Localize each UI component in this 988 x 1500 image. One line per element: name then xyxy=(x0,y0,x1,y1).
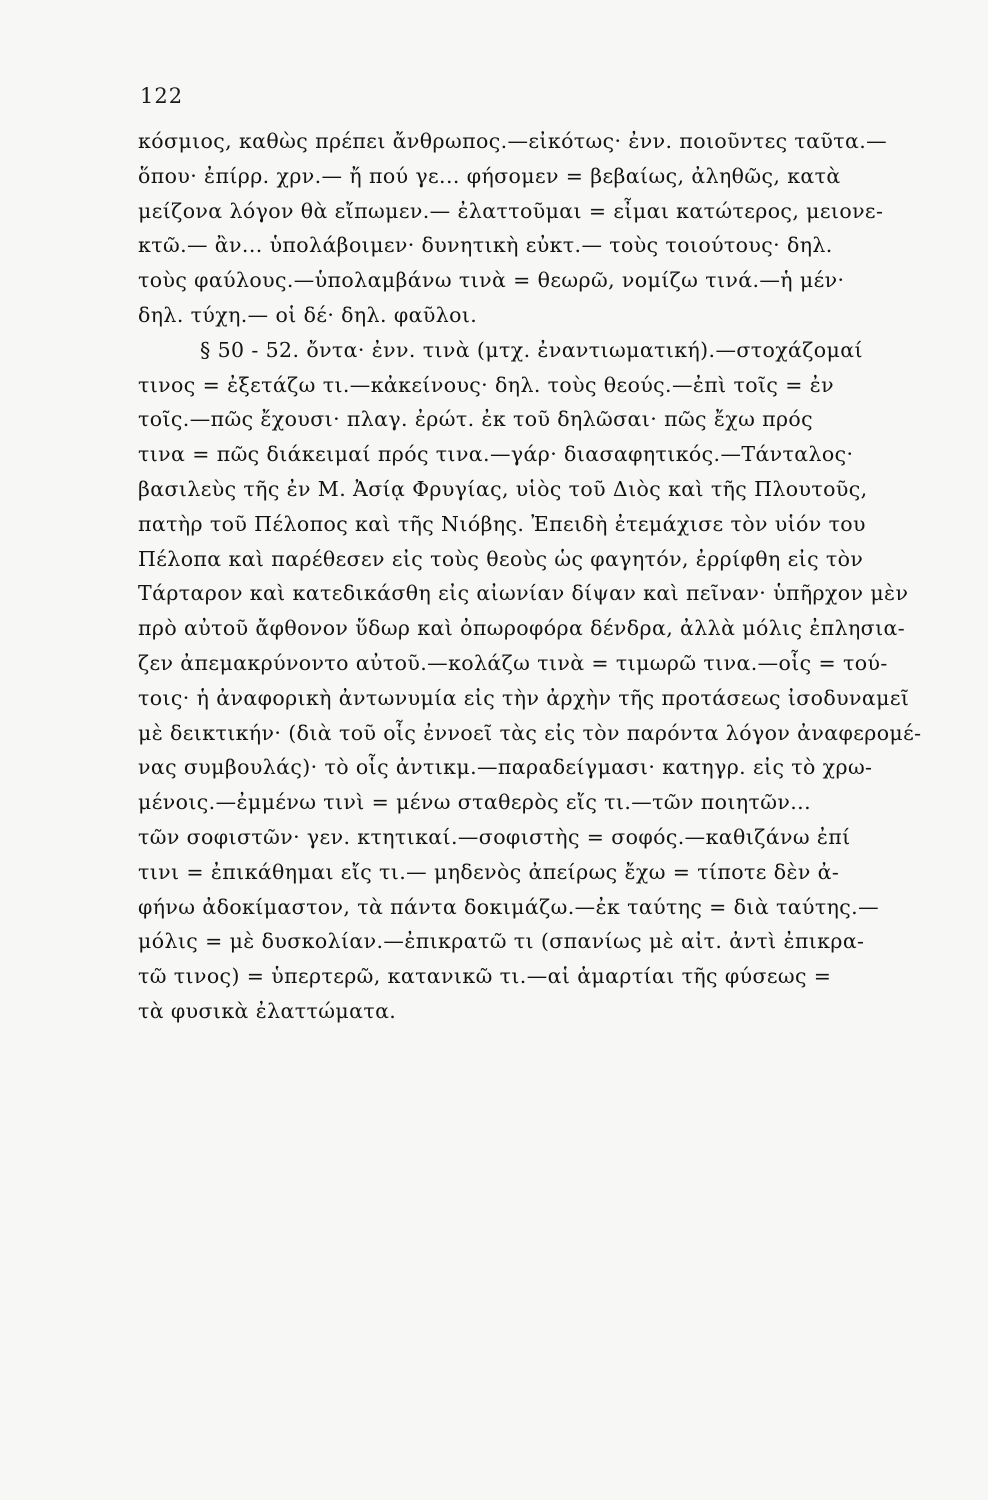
text-line: δηλ. τύχη.— οἱ δέ· δηλ. φαῦλοι. xyxy=(138,302,478,327)
text-line: τὰ φυσικὰ ἐλαττώματα. xyxy=(138,998,397,1023)
text-line: τινα = πῶς διάκειμαί πρός τινα.—γάρ· διασαφητικός.—Τάνταλος· xyxy=(138,442,854,467)
text-line: τῶν σοφιστῶν· γεν. κτητικαί.—σοφιστὴς = σοφός.—καθιζάνω ἐπί xyxy=(138,824,851,849)
text-line: μὲ δεικτικήν· (διὰ τοῦ οἷς ἐννοεῖ τὰς εἰς τὸν παρόντα λόγον ἀναφερομέ- xyxy=(138,720,922,745)
page-number: 122 xyxy=(140,84,184,108)
section-heading-line: § 50 - 52. ὄντα· ἐνν. τινὰ (μτχ. ἐναντιωματική).—στοχάζομαί xyxy=(200,337,863,362)
text-line: μείζονα λόγον θὰ εἴπωμεν.— ἐλαττοῦμαι = εἶμαι κατώτερος, μειονε- xyxy=(138,198,884,223)
text-line: μένοις.—ἐμμένω τινὶ = μένω σταθερὸς εἴς τι.—τῶν ποιητῶν... xyxy=(138,790,811,815)
text-line: τοῖς.—πῶς ἔχουσι· πλαγ. ἐρώτ. ἐκ τοῦ δηλῶσαι· πῶς ἔχω πρός xyxy=(138,407,814,432)
text-line: τοις· ἡ ἀναφορικὴ ἀντωνυμία εἰς τὴν ἀρχὴν τῆς προτάσεως ἰσοδυναμεῖ xyxy=(138,685,910,710)
text-line: Πέλοπα καὶ παρέθεσεν εἰς τοὺς θεοὺς ὡς φαγητόν, ἐρρίφθη εἰς τὸν xyxy=(138,546,864,571)
text-line: κτῶ.— ἂν... ὑπολάβοιμεν· δυνητικὴ εὐκτ.— τοὺς τοιούτους· δηλ. xyxy=(138,233,833,258)
text-line: ζεν ἀπεμακρύνοντο αὐτοῦ.—κολάζω τινὰ = τιμωρῶ τινα.—οἷς = τού- xyxy=(138,650,888,675)
text-line: τοὺς φαύλους.—ὑπολαμβάνω τινὰ = θεωρῶ, νομίζω τινά.—ἡ μέν· xyxy=(138,268,845,293)
text-line: ὅπου· ἐπίρρ. χρν.— ἤ πού γε... φήσομεν = βεβαίως, ἀληθῶς, κατὰ xyxy=(138,163,841,188)
text-line: τινος = ἐξετάζω τι.—κἀκείνους· δηλ. τοὺς θεούς.—ἐπὶ τοῖς = ἐν xyxy=(138,372,834,397)
text-line: τῶ τινος) = ὑπερτερῶ, κατανικῶ τι.—αἱ ἁμαρτίαι τῆς φύσεως = xyxy=(138,964,832,989)
text-line: Τάρταρον καὶ κατεδικάσθη εἰς αἰωνίαν δίψαν καὶ πεῖναν· ὑπῆρχον μὲν xyxy=(138,581,909,606)
text-line: βασιλεὺς τῆς ἐν Μ. Ἀσίᾳ Φρυγίας, υἱὸς τοῦ Διὸς καὶ τῆς Πλουτοῦς, xyxy=(138,476,868,501)
commentary-text xyxy=(138,124,958,1029)
text-line: πατὴρ τοῦ Πέλοπος καὶ τῆς Νιόβης. Ἐπειδὴ ἐτεμάχισε τὸν υἱόν του xyxy=(138,511,866,536)
text-line: φήνω ἀδοκίμαστον, τὰ πάντα δοκιμάζω.—ἐκ ταύτης = διὰ ταύτης.— xyxy=(138,894,879,919)
text-line: τινι = ἐπικάθημαι εἴς τι.— μηδενὸς ἀπείρως ἔχω = τίποτε δὲν ἀ- xyxy=(138,859,840,884)
text-line: νας συμβουλάς)· τὸ οἷς ἀντικμ.—παραδείγμασι· κατηγρ. εἰς τὸ χρω- xyxy=(138,755,873,780)
text-line: πρὸ αὐτοῦ ἄφθονον ὕδωρ καὶ ὀπωροφόρα δένδρα, ἀλλὰ μόλις ἐπλησια- xyxy=(138,616,906,641)
text-line: μόλις = μὲ δυσκολίαν.—ἐπικρατῶ τι (σπανίως μὲ αἰτ. ἀντὶ ἐπικρα- xyxy=(138,929,865,954)
text-line: κόσμιος, καθὼς πρέπει ἄνθρωπος.—εἰκότως· ἐνν. ποιοῦντες ταῦτα.— xyxy=(138,129,888,153)
